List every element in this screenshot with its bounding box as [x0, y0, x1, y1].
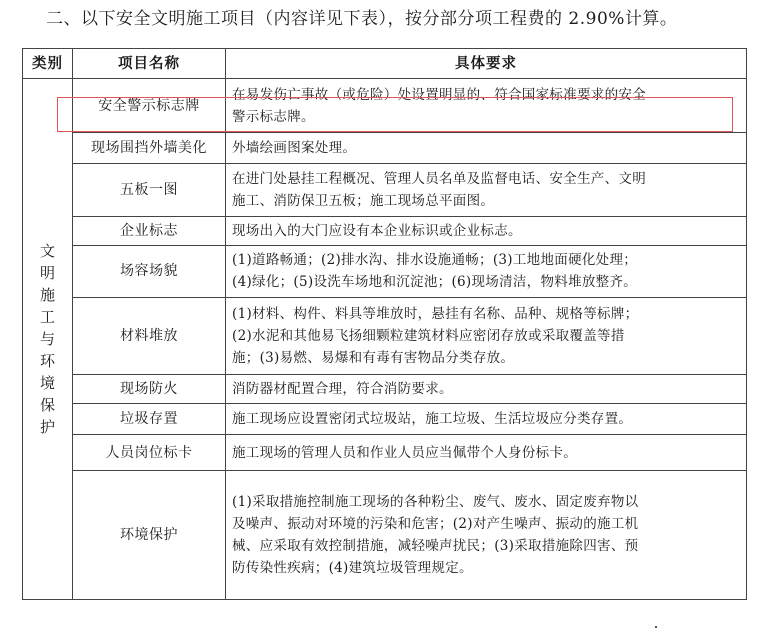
- requirement-line: 械、应采取有效控制措施，减轻噪声扰民；(3)采取措施除四害、预: [232, 537, 639, 554]
- item-name: 安全警示标志牌: [73, 79, 226, 133]
- requirement-line: 施工现场的管理人员和作业人员应当佩带个人身份标卡。: [232, 444, 577, 461]
- header-category: 类别: [23, 49, 73, 79]
- item-name: 垃圾存置: [73, 404, 226, 435]
- table-row: [23, 435, 747, 470]
- table-row: [23, 245, 747, 297]
- category-char: 明: [39, 264, 55, 282]
- table-row: [23, 297, 747, 374]
- item-requirement: [226, 435, 747, 470]
- item-requirement: [226, 133, 747, 164]
- item-requirement: [226, 164, 747, 216]
- requirement-line: 在进门处悬挂工程概况、管理人员名单及监督电话、安全生产、文明: [232, 170, 646, 187]
- requirement-line: (1)采取措施控制施工现场的各种粉尘、废气、废水、固定废弃物以: [232, 493, 639, 510]
- requirement-line: 施工、消防保卫五板；施工现场总平面图。: [232, 192, 495, 209]
- requirement-line: 施工现场应设置密闭式垃圾站，施工垃圾、生活垃圾应分类存置。: [232, 411, 633, 428]
- item-name: 材料堆放: [73, 297, 226, 374]
- table-row: [23, 470, 747, 599]
- category-char: 文: [39, 242, 55, 260]
- requirement-line: 现场出入的大门应设有本企业标识或企业标志。: [232, 222, 522, 239]
- item-name: 场容场貌: [73, 245, 226, 297]
- header-row: [23, 49, 747, 79]
- table-row: [23, 79, 747, 133]
- header-item-name: 项目名称: [73, 49, 226, 79]
- scan-speck: [655, 626, 657, 628]
- requirement-line: 施；(3)易燃、易爆和有毒有害物品分类存放。: [232, 349, 515, 366]
- safety-civilization-table: [22, 48, 747, 600]
- item-requirement: [226, 404, 747, 435]
- item-name: 企业标志: [73, 216, 226, 245]
- category-cell: [23, 79, 73, 600]
- item-requirement: [226, 245, 747, 297]
- table-row: [23, 164, 747, 216]
- page-heading: 二、以下安全文明施工项目（内容详见下表），按分部分项工程费的 2.90%计算。: [46, 9, 678, 29]
- requirement-line: 消防器材配置合理，符合消防要求。: [232, 380, 453, 397]
- table-row: [23, 133, 747, 164]
- requirement-line: (4)绿化；(5)设洗车场地和沉淀池；(6)现场清洁，物料堆放整齐。: [232, 274, 638, 291]
- header-requirements: 具体要求: [226, 49, 747, 79]
- item-name: 人员岗位标卡: [73, 435, 226, 470]
- item-requirement: [226, 297, 747, 374]
- category-char: 护: [39, 418, 55, 436]
- item-name: 五板一图: [73, 164, 226, 216]
- table-row: [23, 404, 747, 435]
- item-requirement: [226, 374, 747, 403]
- item-requirement: [226, 470, 747, 599]
- item-requirement: [226, 216, 747, 245]
- requirement-line: (1)道路畅通；(2)排水沟、排水设施通畅；(3)工地地面硬化处理；: [232, 252, 638, 269]
- requirement-line: 警示标志牌。: [232, 108, 315, 125]
- item-name: 现场围挡外墙美化: [73, 133, 226, 164]
- category-char: 境: [39, 374, 55, 392]
- category-char: 环: [39, 352, 55, 370]
- item-requirement: [226, 79, 747, 133]
- category-char: 施: [39, 286, 55, 304]
- table-row: [23, 374, 747, 403]
- category-char: 与: [39, 330, 55, 348]
- requirement-line: (1)材料、构件、料具等堆放时，悬挂有名称、品种、规格等标牌；: [232, 305, 639, 322]
- requirement-line: 防传染性疾病；(4)建筑垃圾管理规定。: [232, 559, 473, 576]
- category-char: 保: [39, 396, 55, 414]
- item-name: 现场防火: [73, 374, 226, 403]
- requirement-line: 及噪声、振动对环境的污染和危害；(2)对产生噪声、振动的施工机: [232, 515, 639, 532]
- category-char: 工: [39, 308, 55, 326]
- requirement-line: 外墙绘画图案处理。: [232, 140, 357, 157]
- table-row: [23, 216, 747, 245]
- requirement-line: 在易发伤亡事故（或危险）处设置明显的、符合国家标准要求的安全: [232, 86, 646, 103]
- requirement-line: (2)水泥和其他易飞扬细颗粒建筑材料应密闭存放或采取覆盖等措: [232, 327, 625, 344]
- item-name: 环境保护: [73, 470, 226, 599]
